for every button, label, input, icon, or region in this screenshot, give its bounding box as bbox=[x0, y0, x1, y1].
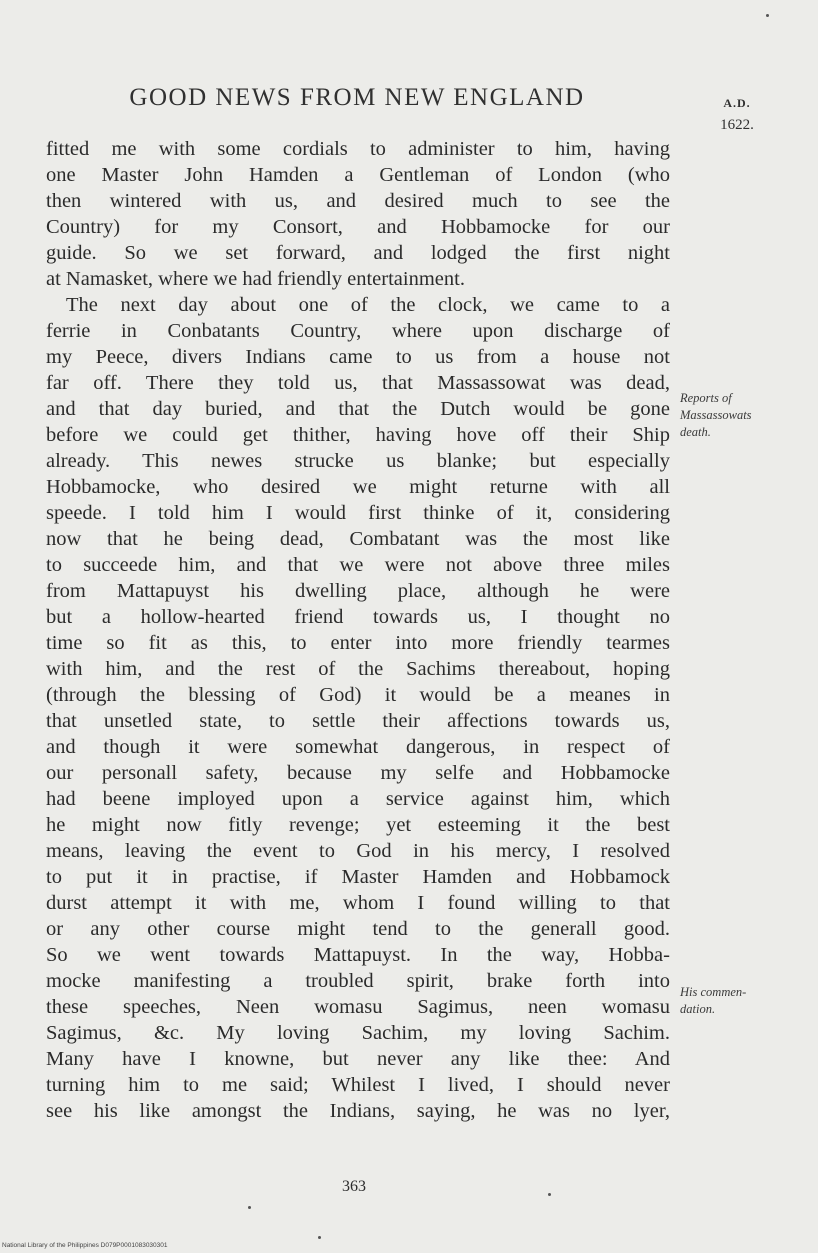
text-line: from Mattapuyst his dwelling place, although he were bbox=[46, 580, 670, 602]
text-line: at Namasket, where we had friendly entertainment. bbox=[46, 268, 465, 290]
text-line: fitted me with some cordials to administer to him, having bbox=[46, 138, 670, 160]
text-line: Sagimus, &c. My loving Sachim, my loving Sachim. bbox=[46, 1022, 670, 1044]
marginal-note-line: death. bbox=[680, 425, 711, 439]
text-line: (through the blessing of God) it would be a meanes in bbox=[46, 684, 670, 706]
text-line: mocke manifesting a troubled spirit, brake forth into bbox=[46, 970, 670, 992]
marginal-note-line: Reports of bbox=[680, 391, 732, 405]
era-label: A.D. bbox=[723, 96, 751, 110]
text-line: durst attempt it with me, whom I found willing to that bbox=[46, 892, 670, 914]
text-line: to succeede him, and that we were not above three miles bbox=[46, 554, 670, 576]
text-line: now that he being dead, Combatant was the most like bbox=[46, 528, 670, 550]
body-text bbox=[46, 136, 670, 1124]
print-speck bbox=[318, 1236, 321, 1239]
marginal-note-line: Massassowats bbox=[680, 408, 752, 422]
text-line: our personall safety, because my selfe and Hobbamocke bbox=[46, 762, 670, 784]
year-label: 1622. bbox=[720, 117, 754, 133]
text-line: or any other course might tend to the generall good. bbox=[46, 918, 670, 940]
text-line: Hobbamocke, who desired we might returne with all bbox=[46, 476, 670, 498]
print-speck bbox=[248, 1206, 251, 1209]
marginal-note-line: His commen- bbox=[680, 985, 747, 999]
text-line: to put it in practise, if Master Hamden and Hobbamock bbox=[46, 866, 670, 888]
text-line: these speeches, Neen womasu Sagimus, neen womasu bbox=[46, 996, 670, 1018]
text-line: already. This newes strucke us blanke; but especially bbox=[46, 450, 670, 472]
marginal-note-reports bbox=[680, 390, 790, 441]
text-line: and that day buried, and that the Dutch would be gone bbox=[46, 398, 670, 420]
page-number: 363 bbox=[342, 1178, 366, 1195]
print-speck bbox=[766, 14, 769, 17]
marginal-note-commendation bbox=[680, 984, 790, 1018]
text-line: had beene imployed upon a service against him, which bbox=[46, 788, 670, 810]
text-line: The next day about one of the clock, we came to a bbox=[66, 294, 670, 316]
text-line: one Master John Hamden a Gentleman of London (who bbox=[46, 164, 670, 186]
text-line: ferrie in Conbatants Country, where upon discharge of bbox=[46, 320, 670, 342]
text-line: far off. There they told us, that Massassowat was dead, bbox=[46, 372, 670, 394]
text-line: guide. So we set forward, and lodged the first night bbox=[46, 242, 670, 264]
running-title: GOOD NEWS FROM NEW ENGLAND bbox=[129, 84, 585, 111]
text-line: that unsetled state, to settle their affections towards us, bbox=[46, 710, 670, 732]
text-line: then wintered with us, and desired much to see the bbox=[46, 190, 670, 212]
text-line: with him, and the rest of the Sachims thereabout, hoping bbox=[46, 658, 670, 680]
text-line: and though it were somewhat dangerous, in respect of bbox=[46, 736, 670, 758]
text-line: turning him to me said; Whilest I lived, I should never bbox=[46, 1074, 670, 1096]
text-line: before we could get thither, having hove off their Ship bbox=[46, 424, 670, 446]
text-line: Country) for my Consort, and Hobbamocke for our bbox=[46, 216, 670, 238]
text-line: Many have I knowne, but never any like thee: And bbox=[46, 1048, 670, 1070]
text-line: but a hollow-hearted friend towards us, I thought no bbox=[46, 606, 670, 628]
text-line: my Peece, divers Indians came to us from a house not bbox=[46, 346, 670, 368]
text-line: see his like amongst the Indians, saying, he was no lyer, bbox=[46, 1100, 670, 1122]
marginal-note-line: dation. bbox=[680, 1002, 716, 1016]
text-line: So we went towards Mattapuyst. In the way, Hobba- bbox=[46, 944, 670, 966]
text-line: means, leaving the event to God in his mercy, I resolved bbox=[46, 840, 670, 862]
scan-credit: National Library of the Philippines D079P0001083030301 bbox=[2, 1242, 168, 1249]
text-line: time so fit as this, to enter into more friendly tearmes bbox=[46, 632, 670, 654]
print-speck bbox=[548, 1193, 551, 1196]
year-marginal bbox=[702, 92, 772, 136]
text-line: speede. I told him I would first thinke of it, considering bbox=[46, 502, 670, 524]
text-line: he might now fitly revenge; yet esteeming it the best bbox=[46, 814, 670, 836]
